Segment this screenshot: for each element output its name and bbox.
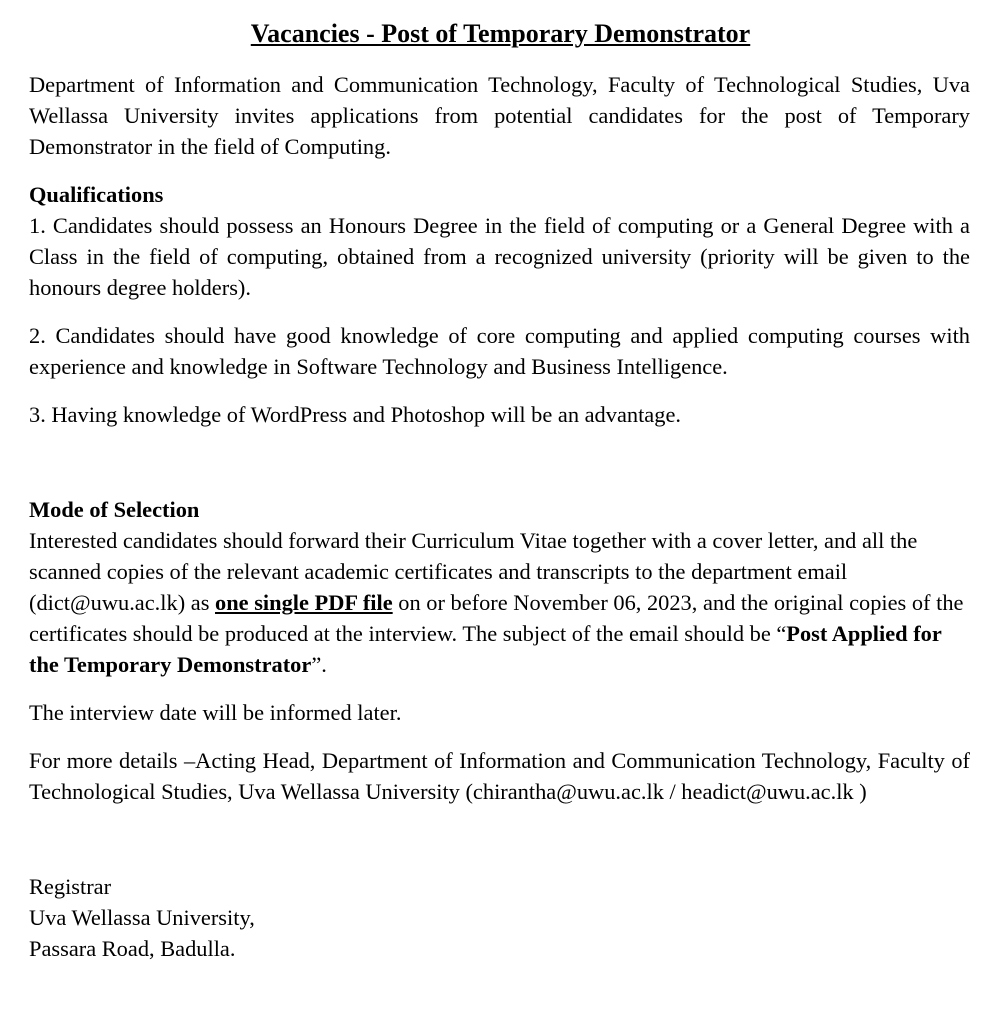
signature-line-1: Registrar xyxy=(29,874,112,899)
qualification-item-3: 3. Having knowledge of WordPress and Photoshop will be an advantage. xyxy=(29,402,681,427)
selection-heading: Mode of Selection xyxy=(29,497,200,522)
interview-note: The interview date will be informed later. xyxy=(29,700,402,725)
selection-paragraph xyxy=(29,525,970,680)
qualifications-heading: Qualifications xyxy=(29,182,164,207)
selection-text-1: Interested candidates should forward their Curriculum Vitae together with a cover letter, and all the scanned copies of the relevant academic certificates and transcripts to the department email (dict@uwu.ac.lk) as xyxy=(29,528,918,615)
signature-block xyxy=(29,871,970,964)
qualification-item-2: 2. Candidates should have good knowledge of core computing and applied computing courses with experience and knowledge in Software Technology and Business Intelligence. xyxy=(29,323,970,379)
qualifications-section xyxy=(29,179,970,430)
subject-emphasis: Post Applied for the Temporary Demonstrator xyxy=(29,621,942,677)
intro-paragraph: Department of Information and Communication Technology, Faculty of Technological Studies, Uva Wellassa University invites applications from potential candidates for the post of Temporary Demonstrator in the field of Computing. xyxy=(29,72,970,159)
page-title: Vacancies - Post of Temporary Demonstrator xyxy=(250,19,751,48)
qualification-item-1: 1. Candidates should possess an Honours Degree in the field of computing or a General Degree with a Class in the field of computing, obtained from a recognized university (priority will be given to the honours degree holders). xyxy=(29,213,970,300)
selection-text-2: on or before November 06, 2023, and the original copies of the certificates should be produced at the interview. The subject of the email should be “ xyxy=(29,590,964,646)
signature-line-2: Uva Wellassa University, xyxy=(29,905,255,930)
selection-text-3: ”. xyxy=(311,652,327,677)
signature-line-3: Passara Road, Badulla. xyxy=(29,936,236,961)
selection-section xyxy=(29,494,970,680)
details-paragraph: For more details –Acting Head, Department of Information and Communication Technology, Faculty of Technological Studies, Uva Wellassa University (chirantha@uwu.ac.lk / headict@uwu.ac.lk ) xyxy=(29,748,970,804)
pdf-emphasis: one single PDF file xyxy=(215,590,393,615)
